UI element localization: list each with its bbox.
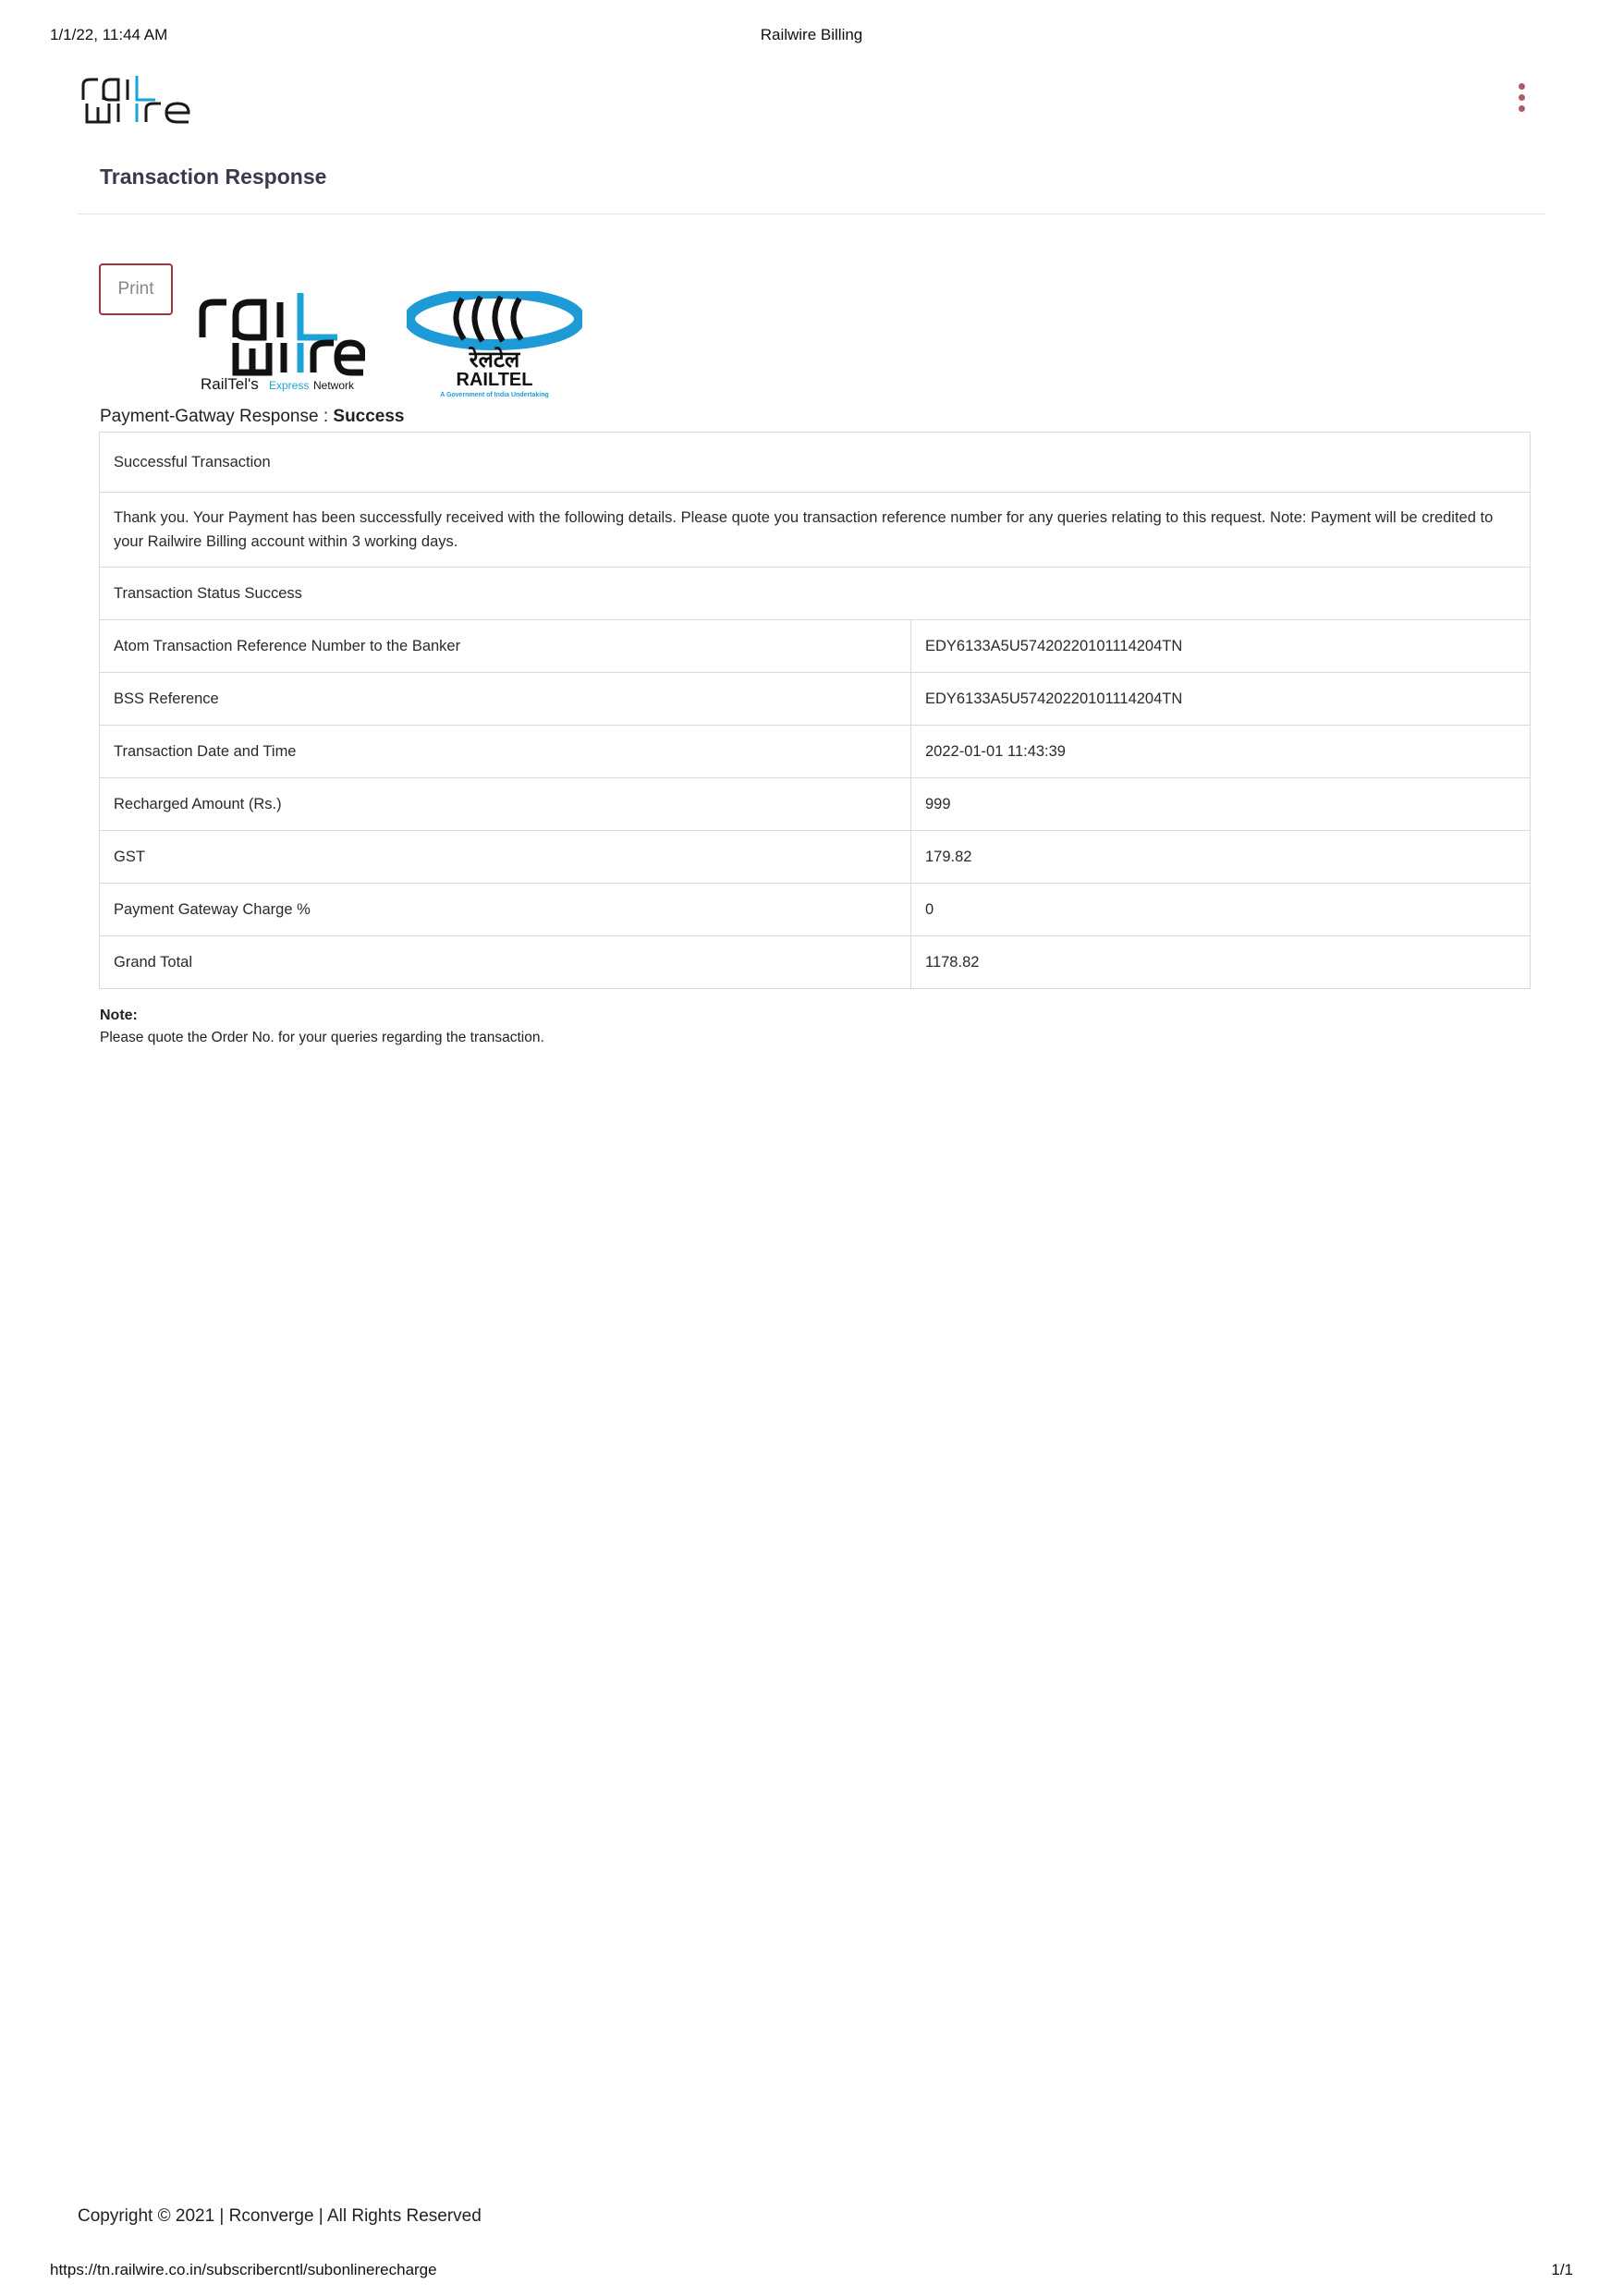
row-label: Transaction Date and Time <box>100 726 911 778</box>
transaction-table <box>99 432 1531 989</box>
railtel-subtitle: A Government of India Undertaking <box>440 392 549 398</box>
top-bar <box>78 74 1545 129</box>
table-row <box>100 620 1531 673</box>
response-label: Payment-Gatway Response : <box>100 407 334 426</box>
row-value: 179.82 <box>911 831 1531 884</box>
row-value: EDY6133A5U57420220101114204TN <box>911 673 1531 726</box>
row-value: 0 <box>911 884 1531 936</box>
page-title: Transaction Response <box>100 165 327 189</box>
row-value: EDY6133A5U57420220101114204TN <box>911 620 1531 673</box>
table-row <box>100 831 1531 884</box>
railtel-logo <box>407 291 582 402</box>
railwire-tagline-c: Network <box>313 379 355 392</box>
table-row <box>100 673 1531 726</box>
table-heading: Successful Transaction <box>100 433 1531 493</box>
table-row <box>100 936 1531 989</box>
table-row <box>100 778 1531 831</box>
table-row <box>100 726 1531 778</box>
print-page-number: 1/1 <box>1551 2261 1573 2278</box>
row-label: Payment Gateway Charge % <box>100 884 911 936</box>
row-value: 2022-01-01 11:43:39 <box>911 726 1531 778</box>
railtel-hindi: रेलटेल <box>469 347 520 372</box>
kebab-menu-icon[interactable] <box>1514 83 1529 116</box>
print-url[interactable]: https://tn.railwire.co.in/subscribercntl/subonlinerecharge <box>50 2261 437 2278</box>
print-footer <box>50 2261 1573 2279</box>
row-label: GST <box>100 831 911 884</box>
note-text: Please quote the Order No. for your queries regarding the transaction. <box>100 1030 544 1045</box>
row-label: Atom Transaction Reference Number to the Banker <box>100 620 911 673</box>
table-row <box>100 568 1531 620</box>
payment-gateway-response <box>100 407 405 427</box>
print-title: Railwire Billing <box>760 26 863 43</box>
table-row <box>100 433 1531 493</box>
railwire-logo[interactable] <box>81 76 192 128</box>
railwire-tagline-a: RailTel's <box>201 375 259 393</box>
table-status-line: Transaction Status Success <box>100 568 1531 620</box>
row-label: Grand Total <box>100 936 911 989</box>
table-row <box>100 493 1531 568</box>
table-row <box>100 884 1531 936</box>
print-button[interactable]: Print <box>99 263 173 315</box>
table-message: Thank you. Your Payment has been successfully received with the following details. Please quote you transaction reference number for any queries relating to this request. Note: Payment will be credited to your Railwire Billing account within 3 working days. <box>100 493 1531 568</box>
print-header <box>50 26 1573 48</box>
row-value: 999 <box>911 778 1531 831</box>
railwire-tagline-b: Express <box>269 379 310 392</box>
railtel-name: RAILTEL <box>456 370 533 390</box>
row-label: Recharged Amount (Rs.) <box>100 778 911 831</box>
response-status: Success <box>333 407 405 426</box>
print-datetime: 1/1/22, 11:44 AM <box>50 26 168 43</box>
railwire-express-logo <box>199 291 365 393</box>
note-label: Note: <box>100 1008 138 1023</box>
row-label: BSS Reference <box>100 673 911 726</box>
copyright: Copyright © 2021 | Rconverge | All Rights Reserved <box>78 2206 482 2226</box>
row-value: 1178.82 <box>911 936 1531 989</box>
